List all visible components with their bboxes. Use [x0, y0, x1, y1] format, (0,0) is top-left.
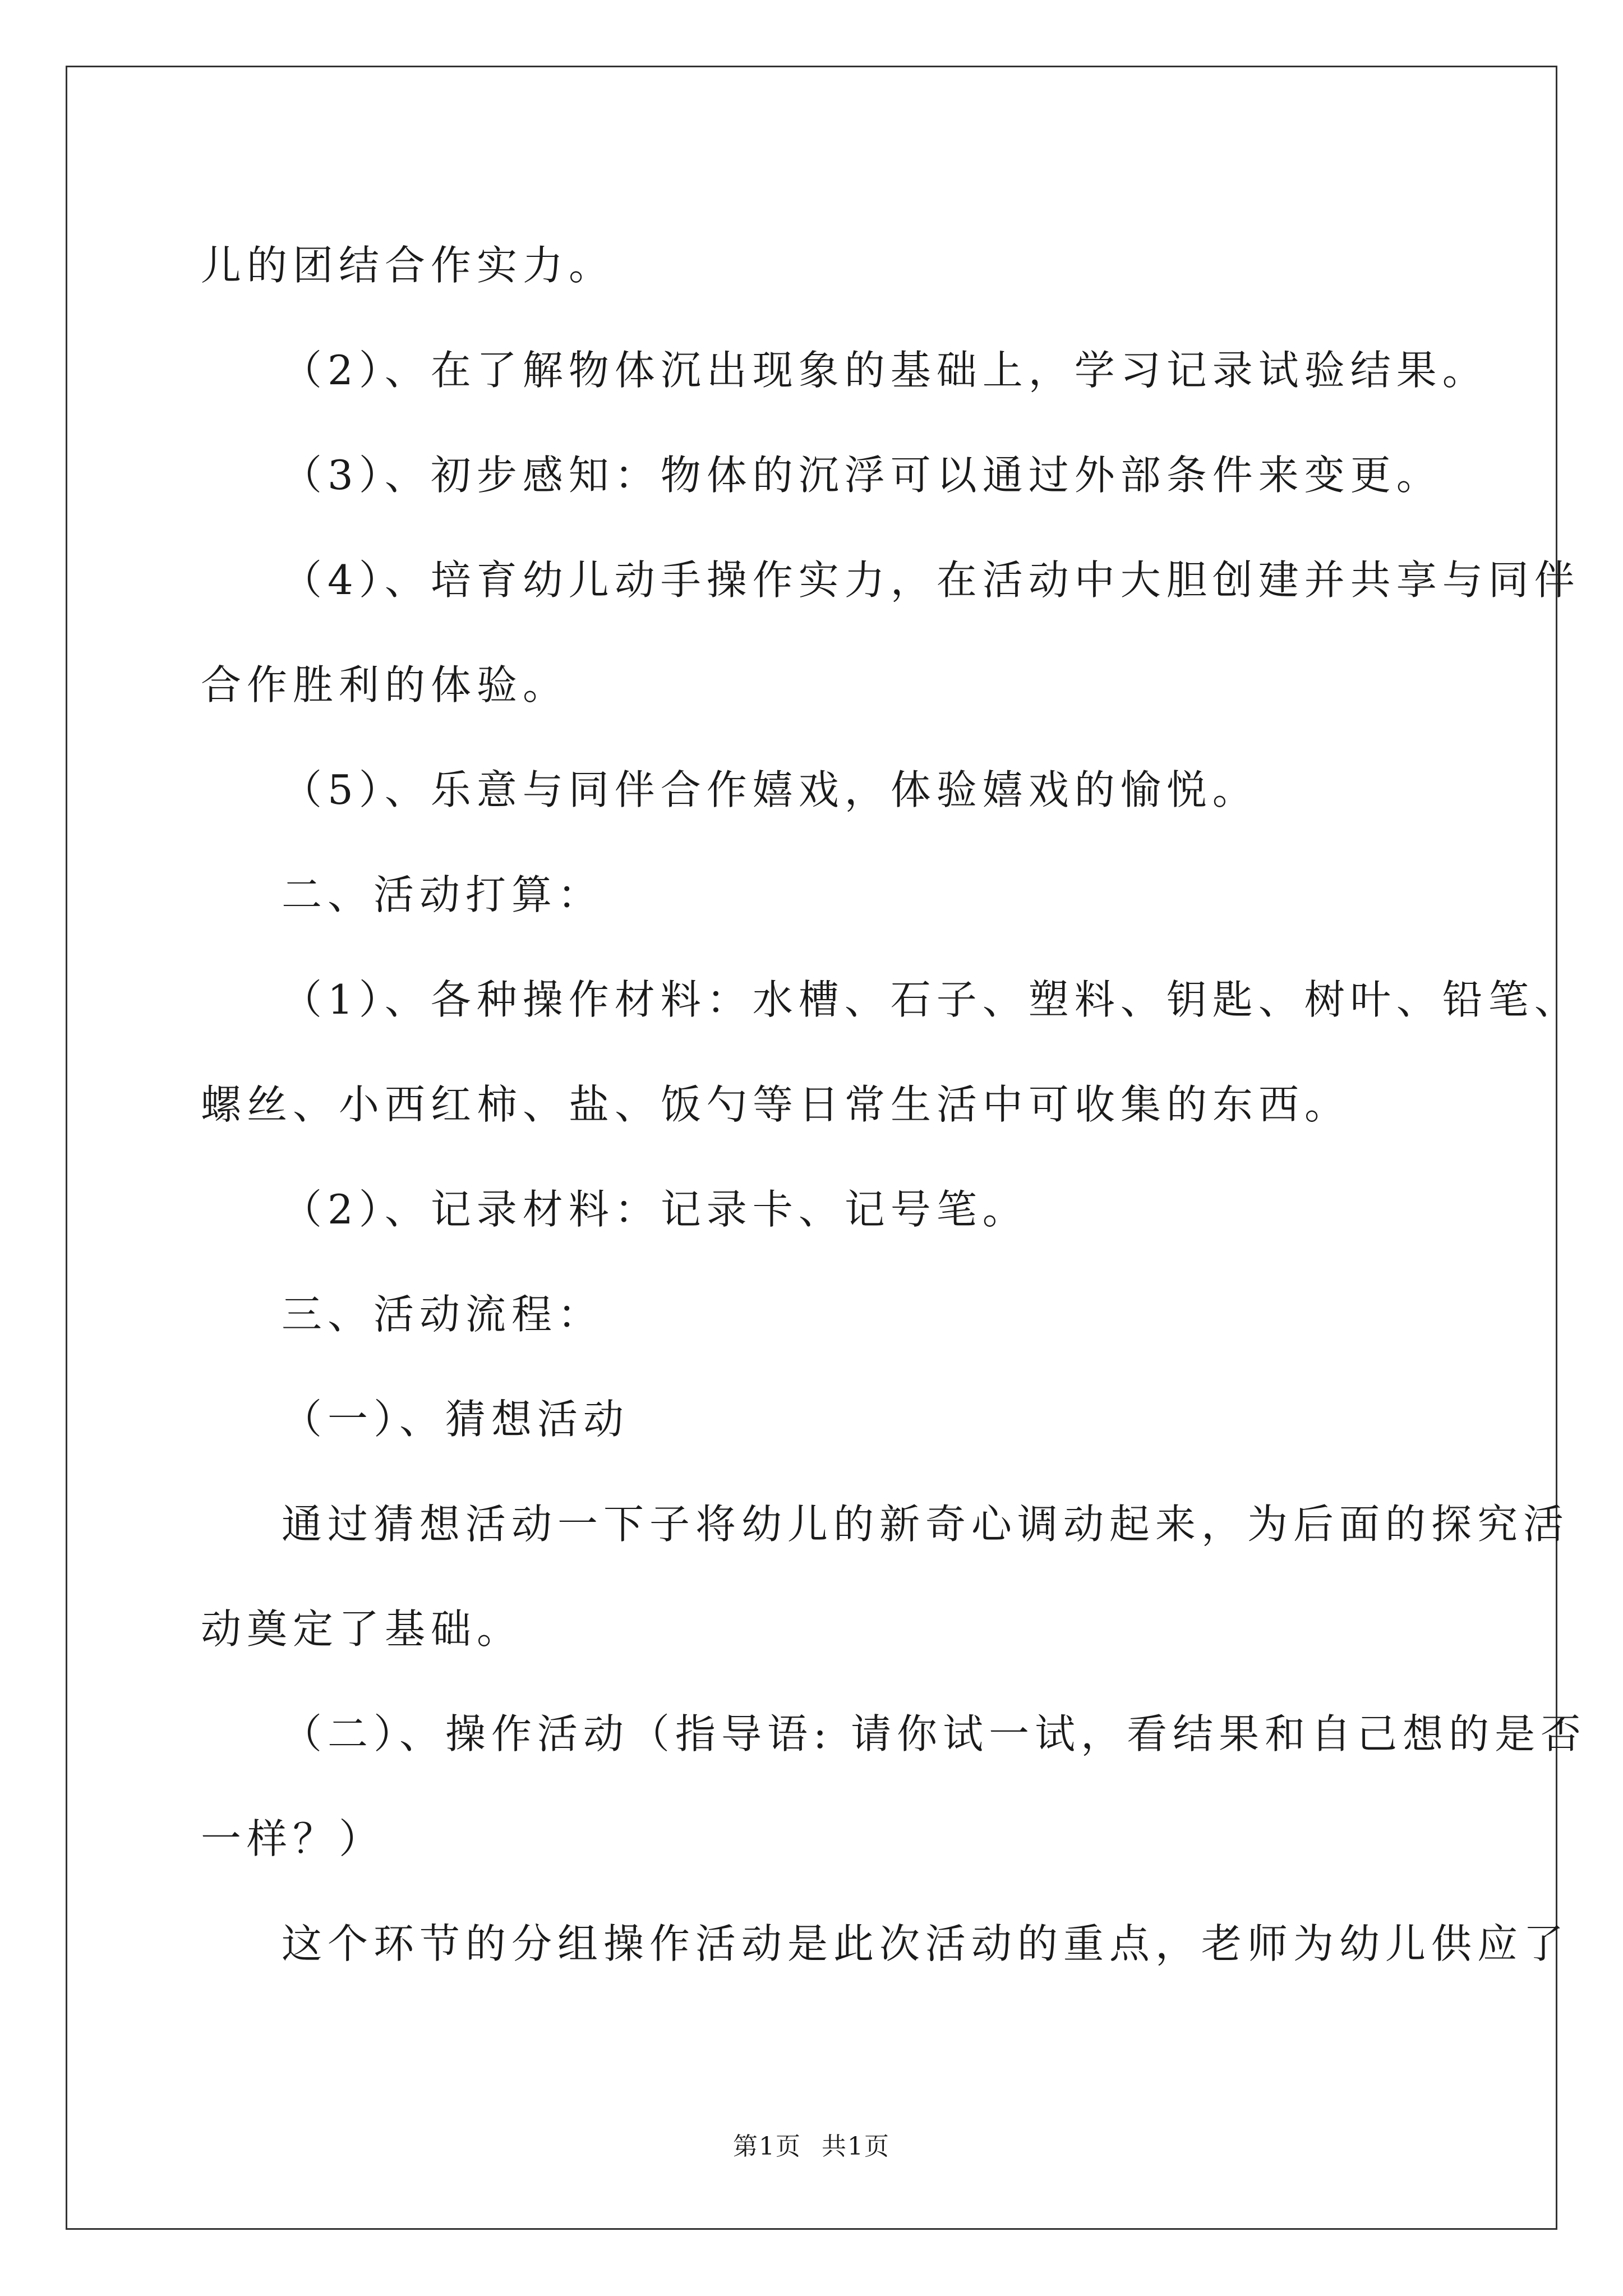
paragraph-line: （2）、在了解物体沉出现象的基础上，学习记录试验结果。 [282, 347, 1488, 394]
paragraph-line: 一样？） [201, 1815, 385, 1862]
paragraph-line: 螺丝、小西红柿、盐、饭勺等日常生活中可收集的东西。 [201, 1081, 1351, 1128]
paragraph-line: 动奠定了基础。 [201, 1605, 523, 1653]
paragraph-line: （5）、乐意与同伴合作嬉戏，体验嬉戏的愉悦。 [282, 766, 1258, 813]
paragraph-line: 通过猜想活动一下子将幼儿的新奇心调动起来，为后面的探究活 [282, 1501, 1570, 1548]
document-body [201, 213, 1587, 1996]
section-heading: 二、活动打算： [282, 871, 604, 918]
section-heading: 三、活动流程： [282, 1291, 604, 1338]
page-footer [0, 2126, 1623, 2162]
paragraph-line: （4）、培育幼儿动手操作实力，在活动中大胆创建并共享与同伴 [282, 556, 1580, 604]
paragraph-line: 儿的团结合作实力。 [201, 242, 615, 289]
page-total: 共1页 [822, 2132, 890, 2161]
paragraph-line: （2）、记录材料：记录卡、记号笔。 [282, 1186, 1029, 1233]
subsection-heading: （二）、操作活动（指导语: 请你试一试，看结果和自己想的是否 [282, 1710, 1587, 1757]
paragraph-line: 这个环节的分组操作活动是此次活动的重点，老师为幼儿供应了 [282, 1920, 1570, 1967]
paragraph-line: （3）、初步感知：物体的沉浮可以通过外部条件来变更。 [282, 452, 1442, 499]
paragraph-line: （1）、各种操作材料：水槽、石子、塑料、钥匙、树叶、铅笔、 [282, 976, 1580, 1023]
subsection-heading: （一）、猜想活动 [282, 1396, 630, 1443]
paragraph-line: 合作胜利的体验。 [201, 661, 569, 708]
page-number: 第1页 [733, 2132, 801, 2161]
